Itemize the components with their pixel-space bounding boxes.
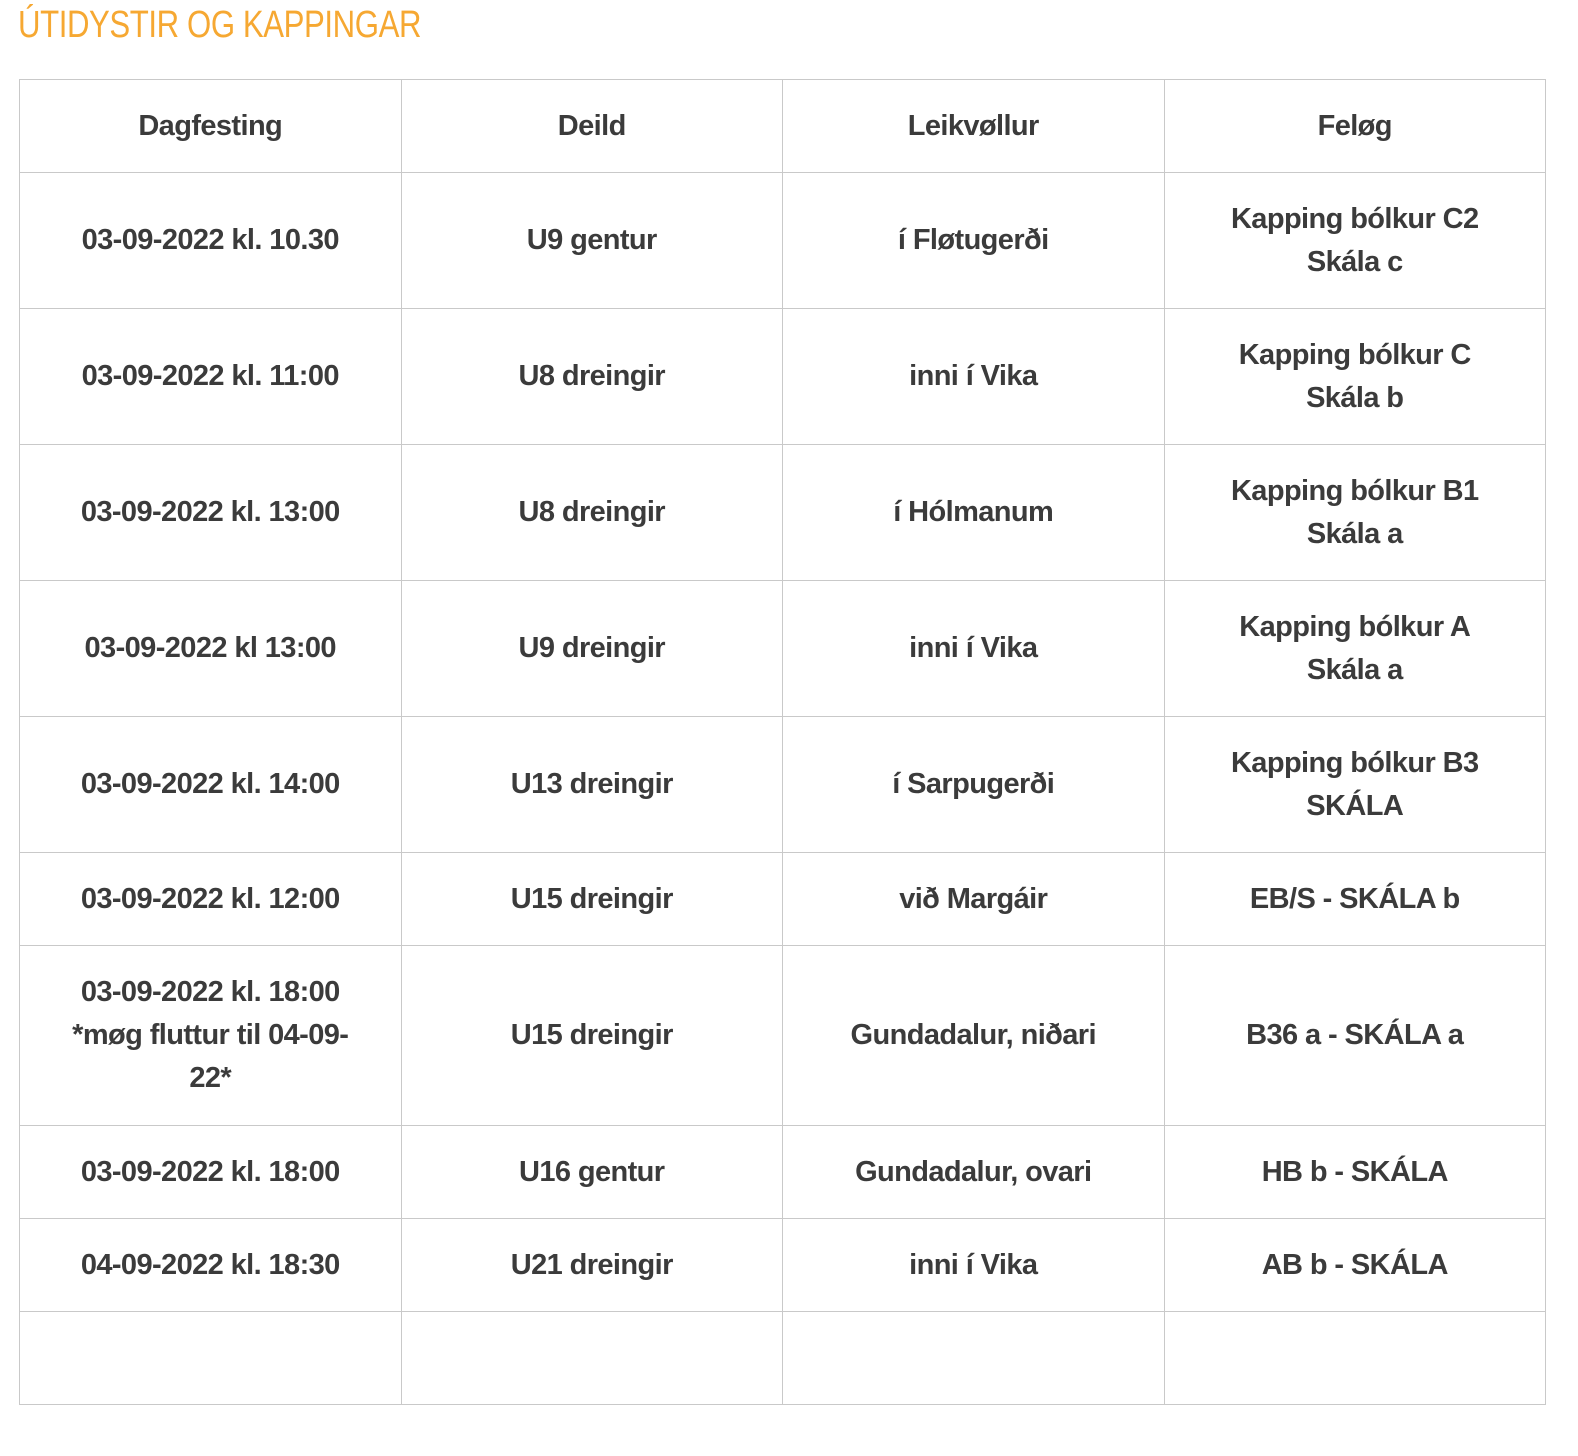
table-row: [20, 1126, 1546, 1219]
cell-clubs: Kapping bólkur B1 Skála a: [1164, 445, 1546, 581]
table-row: [20, 946, 1546, 1126]
header-division: Deild: [401, 80, 783, 173]
cell-clubs: B36 a - SKÁLA a: [1164, 946, 1546, 1126]
table-row: [20, 853, 1546, 946]
cell-date: 03-09-2022 kl. 11:00: [20, 309, 402, 445]
table-row: [20, 309, 1546, 445]
cell-venue: í Fløtugerði: [783, 173, 1165, 309]
cell-clubs: HB b - SKÁLA: [1164, 1126, 1546, 1219]
header-clubs: Feløg: [1164, 80, 1546, 173]
cell-empty: [401, 1312, 783, 1405]
cell-division: U21 dreingir: [401, 1219, 783, 1312]
cell-clubs: Kapping bólkur C2 Skála c: [1164, 173, 1546, 309]
cell-clubs: Kapping bólkur C Skála b: [1164, 309, 1546, 445]
cell-division: U8 dreingir: [401, 445, 783, 581]
cell-venue: Gundadalur, ovari: [783, 1126, 1165, 1219]
date-note-continued: 22*: [189, 1062, 232, 1094]
cell-clubs: Kapping bólkur A Skála a: [1164, 581, 1546, 717]
table-row: [20, 445, 1546, 581]
header-venue: Leikvøllur: [783, 80, 1165, 173]
cell-division: U15 dreingir: [401, 946, 783, 1126]
cell-date: 03-09-2022 kl. 18:00 *møg fluttur til 04-09- 22*: [20, 946, 402, 1126]
cell-venue: inni í Vika: [783, 309, 1165, 445]
cell-venue: í Sarpugerði: [783, 717, 1165, 853]
table-row: [20, 1219, 1546, 1312]
page-title: ÚTIDYSTIR OG KAPPINGAR: [18, 4, 422, 46]
cell-venue: í Hólmanum: [783, 445, 1165, 581]
cell-division: U13 dreingir: [401, 717, 783, 853]
cell-venue: inni í Vika: [783, 1219, 1165, 1312]
cell-empty: [20, 1312, 402, 1405]
header-date: Dagfesting: [20, 80, 402, 173]
table-row: [20, 717, 1546, 853]
table-row: [20, 173, 1546, 309]
cell-date: 03-09-2022 kl 13:00: [20, 581, 402, 717]
cell-division: U9 dreingir: [401, 581, 783, 717]
cell-division: U8 dreingir: [401, 309, 783, 445]
cell-venue: Gundadalur, niðari: [783, 946, 1165, 1126]
cell-date: 04-09-2022 kl. 18:30: [20, 1219, 402, 1312]
cell-venue: við Margáir: [783, 853, 1165, 946]
cell-date: 03-09-2022 kl. 10.30: [20, 173, 402, 309]
cell-clubs: Kapping bólkur B3 SKÁLA: [1164, 717, 1546, 853]
cell-division: U16 gentur: [401, 1126, 783, 1219]
cell-clubs: AB b - SKÁLA: [1164, 1219, 1546, 1312]
cell-date: 03-09-2022 kl. 12:00: [20, 853, 402, 946]
cell-date: 03-09-2022 kl. 18:00: [20, 1126, 402, 1219]
cell-clubs: EB/S - SKÁLA b: [1164, 853, 1546, 946]
cell-venue: inni í Vika: [783, 581, 1165, 717]
table-row-empty: [20, 1312, 1546, 1405]
cell-division: U15 dreingir: [401, 853, 783, 946]
cell-empty: [783, 1312, 1165, 1405]
cell-date: 03-09-2022 kl. 13:00: [20, 445, 402, 581]
schedule-table: [19, 79, 1546, 1405]
table-header-row: [20, 80, 1546, 173]
cell-division: U9 gentur: [401, 173, 783, 309]
cell-empty: [1164, 1312, 1546, 1405]
table-row: [20, 581, 1546, 717]
date-note: *møg fluttur til 04-09-: [72, 1019, 349, 1051]
cell-date: 03-09-2022 kl. 14:00: [20, 717, 402, 853]
